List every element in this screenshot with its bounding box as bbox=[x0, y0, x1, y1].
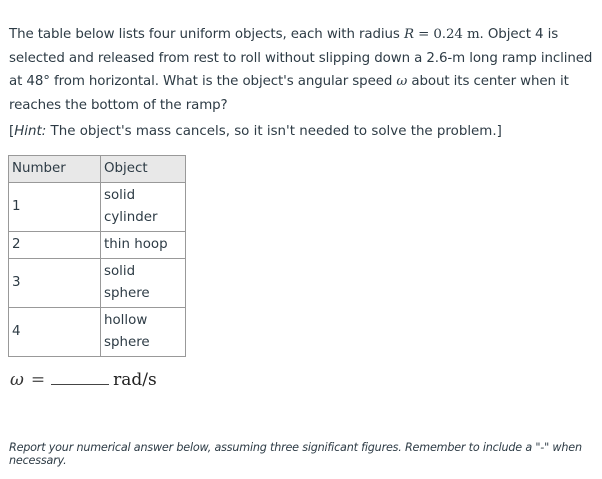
omega-symbol: ω bbox=[396, 74, 408, 90]
row-object-line: solid sphere bbox=[104, 264, 150, 301]
header-number: Number bbox=[9, 156, 101, 183]
instruction-note: Report your numerical answer below, assuming three significant figures. Remember to include a "-" when necessary. bbox=[9, 441, 582, 467]
question-text bbox=[9, 23, 597, 117]
radius-symbol: R bbox=[403, 27, 414, 42]
answer-unit: rad/s bbox=[113, 370, 157, 390]
answer-equals: = bbox=[30, 370, 46, 390]
row-object-line: thin hoop bbox=[104, 237, 168, 252]
radius-value: = 0.24 m bbox=[413, 27, 480, 42]
table-row bbox=[9, 232, 186, 259]
row-object-line: solid bbox=[104, 188, 136, 203]
row-number: 2 bbox=[9, 232, 101, 259]
hint-text bbox=[9, 121, 502, 143]
row-object bbox=[101, 259, 186, 308]
question-part-3: about its center when it reaches the bottom of the ramp? bbox=[9, 74, 569, 113]
row-object bbox=[101, 232, 186, 259]
answer-blank-input[interactable] bbox=[51, 370, 109, 385]
answer-omega-symbol: ω bbox=[10, 370, 24, 390]
row-number: 1 bbox=[9, 183, 101, 232]
hint-open-bracket: [ bbox=[9, 124, 15, 139]
row-object-line: sphere bbox=[104, 335, 150, 350]
row-object-line: cylinder bbox=[104, 210, 158, 225]
question-part-2: . Object 4 is selected and released from rest to roll without slipping down a 2.6-m long ramp inclined at 48° from horizontal. What is the object's angular speed bbox=[9, 27, 593, 90]
table-row bbox=[9, 308, 186, 357]
table-header-row bbox=[9, 156, 186, 183]
question-part-1: The table below lists four uniform objects, each with radius bbox=[9, 27, 404, 42]
answer-line bbox=[10, 370, 157, 390]
row-object-line: hollow bbox=[104, 313, 148, 328]
header-object: Object bbox=[101, 156, 186, 183]
row-object bbox=[101, 183, 186, 232]
objects-table bbox=[8, 155, 186, 357]
hint-label: Hint: bbox=[14, 124, 47, 139]
table-row bbox=[9, 183, 186, 232]
row-number: 4 bbox=[9, 308, 101, 357]
row-object bbox=[101, 308, 186, 357]
row-number: 3 bbox=[9, 259, 101, 308]
hint-body: The object's mass cancels, so it isn't needed to solve the problem.] bbox=[46, 124, 502, 139]
table-row bbox=[9, 259, 186, 308]
